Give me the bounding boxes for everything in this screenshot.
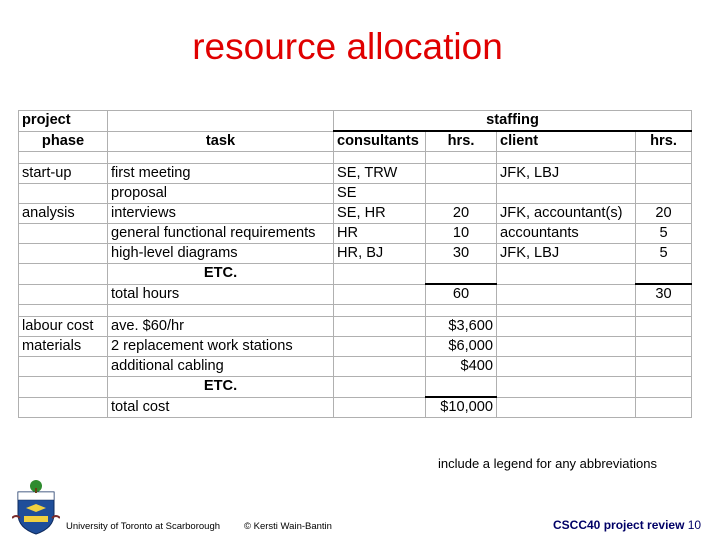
- phase-cell: [19, 184, 108, 204]
- consultants-cell: HR, BJ: [334, 244, 426, 264]
- phase-cell: analysis: [19, 204, 108, 224]
- client-hrs-cell: 20: [636, 204, 692, 224]
- client-cell: JFK, LBJ: [497, 244, 636, 264]
- cost-phase-cell: labour cost: [19, 317, 108, 337]
- consultants-cell: SE: [334, 184, 426, 204]
- footer-course-info: [553, 518, 701, 532]
- task-cell: general functional requirements: [108, 224, 334, 244]
- cost-phase-cell: [19, 377, 108, 398]
- client-cell: [497, 284, 636, 305]
- client-hrs-cell: 5: [636, 224, 692, 244]
- header-client-hrs: hrs.: [636, 131, 692, 152]
- cost-item-cell: additional cabling: [108, 357, 334, 377]
- cost-row: [19, 377, 692, 398]
- header-client: client: [497, 131, 636, 152]
- consultant-hrs-cell: 30: [426, 244, 497, 264]
- cost-amount-cell: $400: [426, 357, 497, 377]
- cost-phase-cell: materials: [19, 337, 108, 357]
- cost-row: [19, 357, 692, 377]
- table-row: [19, 184, 692, 204]
- cost-phase-cell: [19, 397, 108, 418]
- header-row-top: [19, 111, 692, 132]
- spacer-row: [19, 152, 692, 164]
- cost-item-cell: ave. $60/hr: [108, 317, 334, 337]
- table-row: [19, 264, 692, 285]
- consultants-cell: HR: [334, 224, 426, 244]
- header-row-sub: [19, 131, 692, 152]
- client-cell: accountants: [497, 224, 636, 244]
- etc-cell: ETC.: [108, 377, 334, 398]
- header-consultants: consultants: [334, 131, 426, 152]
- resource-table: [18, 110, 692, 418]
- consultant-hrs-cell: [426, 164, 497, 184]
- legend-note: include a legend for any abbreviations: [438, 456, 657, 471]
- phase-cell: [19, 244, 108, 264]
- total-client-hrs: 30: [636, 284, 692, 305]
- client-cell: [497, 184, 636, 204]
- client-hrs-cell: [636, 164, 692, 184]
- consultants-cell: [334, 264, 426, 285]
- consultant-hrs-cell: [426, 184, 497, 204]
- footer-page-number: 10: [687, 518, 702, 532]
- header-phase: phase: [19, 131, 108, 152]
- task-cell: high-level diagrams: [108, 244, 334, 264]
- total-cost-amount: $10,000: [426, 397, 497, 418]
- table-row: [19, 244, 692, 264]
- header-blank: [108, 111, 334, 132]
- cost-amount-cell: $3,600: [426, 317, 497, 337]
- consultants-cell: SE, TRW: [334, 164, 426, 184]
- total-hours-row: [19, 284, 692, 305]
- table-row: [19, 164, 692, 184]
- table-row: [19, 204, 692, 224]
- phase-cell: start-up: [19, 164, 108, 184]
- footer-course: CSCC40: [553, 518, 601, 532]
- cost-amount-cell: [426, 377, 497, 398]
- footer-label: project review: [603, 518, 685, 532]
- client-cell: [497, 264, 636, 285]
- cost-item-cell: 2 replacement work stations: [108, 337, 334, 357]
- consultants-cell: SE, HR: [334, 204, 426, 224]
- cost-row: [19, 317, 692, 337]
- task-cell: interviews: [108, 204, 334, 224]
- university-crest-icon: [12, 478, 60, 536]
- cost-row: [19, 337, 692, 357]
- cost-phase-cell: [19, 357, 108, 377]
- header-staffing: staffing: [334, 111, 692, 132]
- total-hours-label: total hours: [108, 284, 334, 305]
- header-project: project: [19, 111, 108, 132]
- phase-cell: [19, 224, 108, 244]
- total-cost-label: total cost: [108, 397, 334, 418]
- table-row: [19, 224, 692, 244]
- total-consultant-hrs: 60: [426, 284, 497, 305]
- consultants-cell: [334, 284, 426, 305]
- total-cost-row: [19, 397, 692, 418]
- cost-amount-cell: $6,000: [426, 337, 497, 357]
- client-cell: JFK, accountant(s): [497, 204, 636, 224]
- consultant-hrs-cell: 10: [426, 224, 497, 244]
- client-hrs-cell: 5: [636, 244, 692, 264]
- consultant-hrs-cell: 20: [426, 204, 497, 224]
- task-cell: proposal: [108, 184, 334, 204]
- phase-cell: [19, 264, 108, 285]
- header-task: task: [108, 131, 334, 152]
- phase-cell: [19, 284, 108, 305]
- client-hrs-cell: [636, 184, 692, 204]
- header-consultant-hrs: hrs.: [426, 131, 497, 152]
- client-cell: JFK, LBJ: [497, 164, 636, 184]
- slide-title: resource allocation: [192, 26, 503, 67]
- task-cell: first meeting: [108, 164, 334, 184]
- footer-copyright: © Kersti Wain-Bantin: [244, 521, 332, 532]
- client-hrs-cell: [636, 264, 692, 285]
- spacer-row: [19, 305, 692, 317]
- etc-cell: ETC.: [108, 264, 334, 285]
- footer-institution: University of Toronto at Scarborough: [66, 521, 221, 532]
- consultant-hrs-cell: [426, 264, 497, 285]
